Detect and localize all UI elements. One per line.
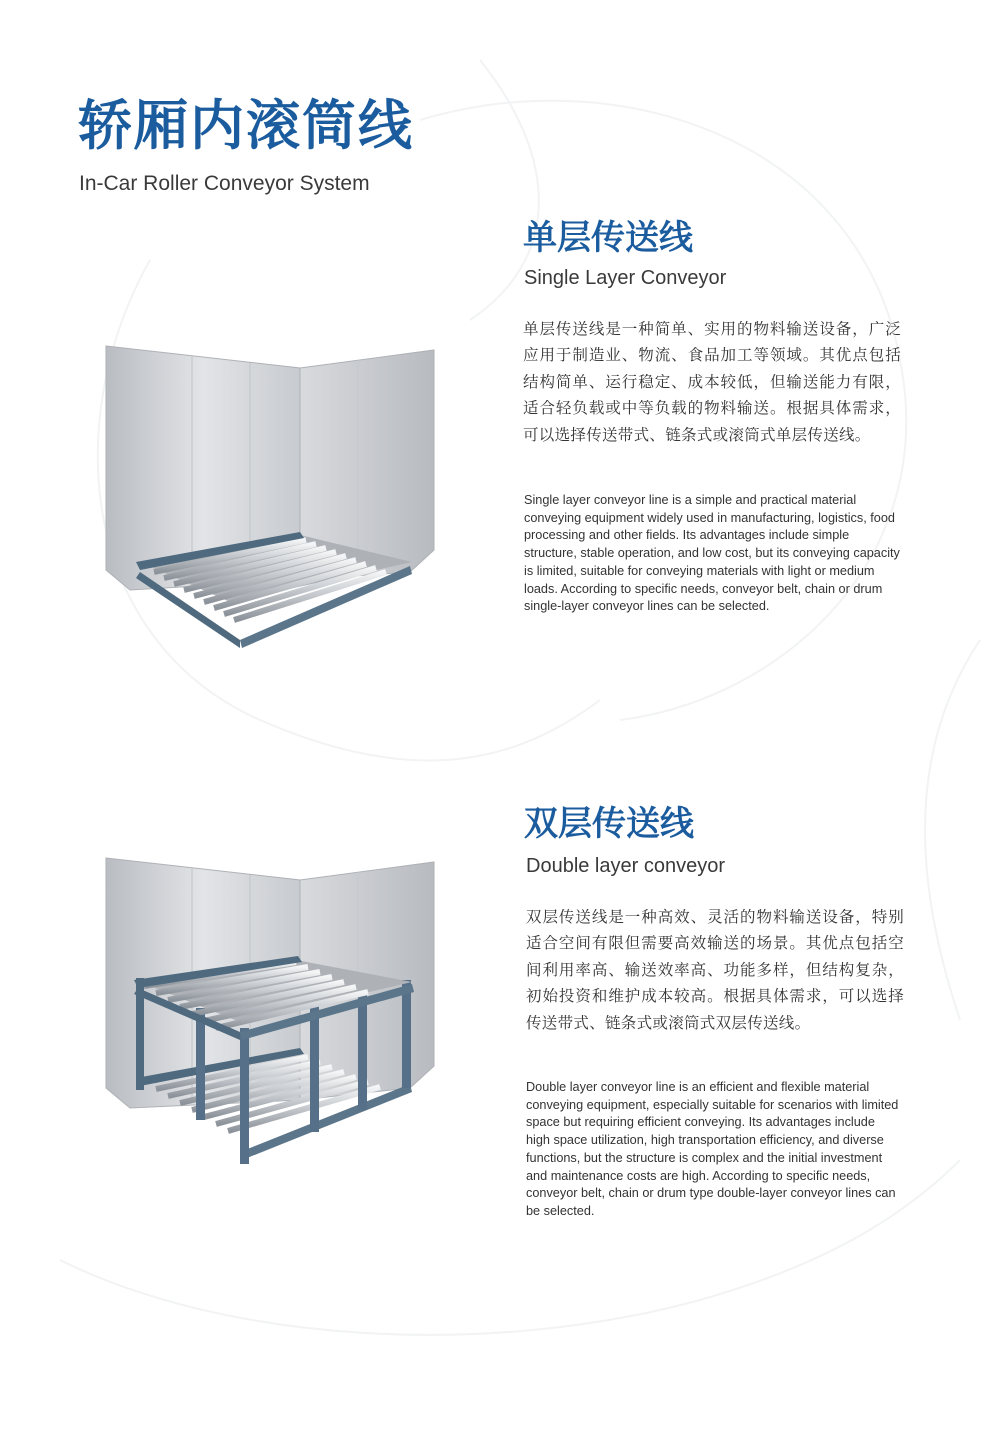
single-layer-subtitle: Single Layer Conveyor [524, 267, 727, 289]
page-subtitle: In-Car Roller Conveyor System [79, 172, 370, 195]
single-layer-roller-conveyor-illustration-icon [100, 340, 440, 660]
double-layer-description-en: Double layer conveyor line is an efficient and flexible material conveying equipment, especially suitable for scenarios with limited space but requiring efficient conveying. Its advantages include high space utilization, high transportation efficiency, and diverse functions, but the structure is complex and the initial investment and maintenance costs are high. According to specific needs, conveyor belt, chain or drum type double-layer conveyor lines can be selected. [526, 1080, 899, 1218]
single-layer-description-en: Single layer conveyor line is a simple and practical material conveying equipment widely used in manufacturing, logistics, food processing and other fields. Its advantages include simple structure, stable operation, and low cost, but its conveying capacity is limited, suitable for conveying materials with light or medium loads. According to specific needs, conveyor belt, chain or drum single-layer conveyor lines can be selected. [524, 493, 900, 614]
single-layer-description-cn: 单层传送线是一种简单、实用的物料输送设备，广泛应用于制造业、物流、食品加工等领域。其优点包括结构简单、运行稳定、成本较低，但输送能力有限，适合轻负载或中等负载的物料输送。根据具体需求，可以选择传送带式、链条式或滚筒式单层传送线。 [523, 320, 901, 444]
single-layer-title: 单层传送线 [523, 218, 693, 258]
double-layer-subtitle: Double layer conveyor [526, 855, 725, 877]
page-title: 轿厢内滚筒线 [78, 94, 414, 157]
double-layer-title: 双层传送线 [524, 804, 694, 844]
double-layer-roller-conveyor-illustration-icon [100, 852, 440, 1172]
double-layer-description-cn: 双层传送线是一种高效、灵活的物料输送设备，特别适合空间有限但需要高效输送的场景。其优点包括空间利用率高、输送效率高、功能多样，但结构复杂，初始投资和维护成本较高。根据具体需求，可以选择传送带式、链条式或滚筒式双层传送线。 [526, 908, 904, 1032]
